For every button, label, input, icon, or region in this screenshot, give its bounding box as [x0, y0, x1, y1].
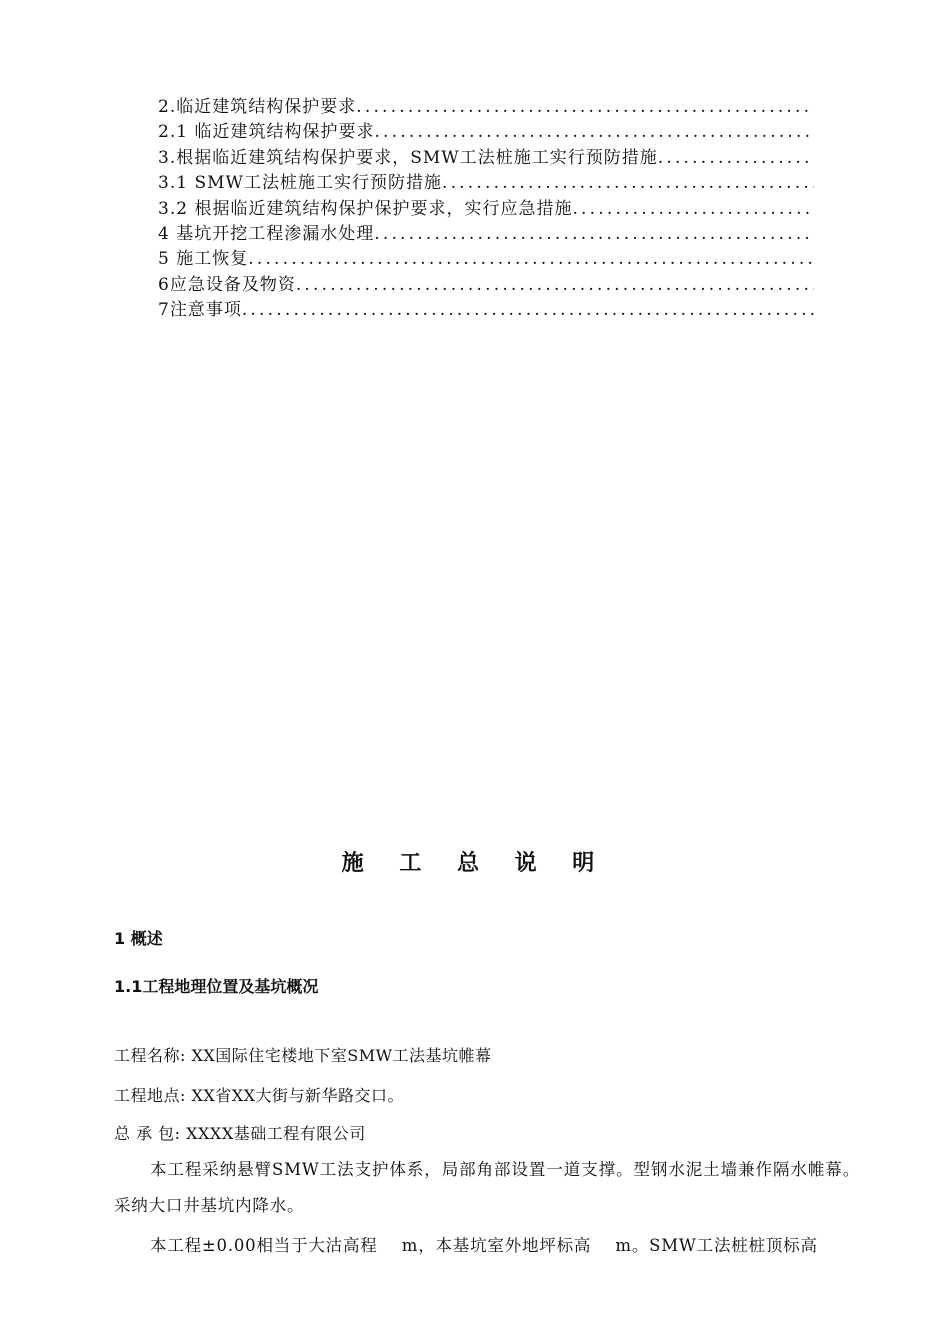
toc-entry[interactable]: [158, 219, 814, 244]
project-location-line: 工程地点: XX省XX大街与新华路交口。: [114, 1086, 405, 1105]
toc-entry-label: 3.根据临近建筑结构保护要求，SMW工法桩施工实行预防措施: [158, 147, 658, 168]
body-paragraph: 本工程±0.00相当于大沽高程 m，本基坑室外地坪标高 m。SMW工法桩桩顶标高: [150, 1236, 818, 1255]
toc-entry[interactable]: [158, 244, 814, 269]
body-paragraph: 本工程采纳悬臂SMW工法支护体系，局部角部设置一道支撑。型钢水泥土墙兼作隔水帷幕。采纳大口井基坑内降水。: [114, 1160, 860, 1215]
toc-leader-dots: [374, 122, 814, 142]
table-of-contents: [158, 92, 814, 321]
document-title: 施 工 总 说 明: [341, 851, 609, 876]
toc-entry-label: 3.2 根据临近建筑结构保护保护要求，实行应急措施: [158, 198, 573, 219]
project-name-line: 工程名称: XX国际住宅楼地下室SMW工法基坑帷幕: [114, 1046, 492, 1065]
toc-leader-dots: [442, 173, 814, 193]
toc-entry-label: 7注意事项: [158, 300, 242, 321]
toc-entry-label: 4 基坑开挖工程渗漏水处理: [158, 223, 375, 244]
toc-entry[interactable]: [158, 295, 814, 320]
toc-leader-dots: [356, 97, 814, 117]
toc-leader-dots: [248, 249, 814, 269]
toc-leader-dots: [296, 275, 814, 295]
toc-leader-dots: [374, 224, 814, 244]
toc-entry[interactable]: [158, 117, 814, 142]
toc-entry[interactable]: [158, 168, 814, 193]
toc-entry[interactable]: [158, 143, 814, 168]
toc-leader-dots: [572, 199, 814, 219]
toc-entry-label: 2.1 临近建筑结构保护要求: [158, 122, 375, 143]
toc-entry[interactable]: [158, 92, 814, 117]
section-heading-overview: 1 概述: [114, 929, 163, 948]
toc-leader-dots: [242, 300, 814, 320]
toc-entry[interactable]: [158, 270, 814, 295]
toc-entry-label: 5 施工恢复: [158, 249, 249, 270]
toc-entry-label: 2.临近建筑结构保护要求: [158, 97, 357, 117]
toc-entry[interactable]: [158, 194, 814, 219]
contractor-line: 总 承 包: XXXX基础工程有限公司: [114, 1124, 366, 1143]
toc-entry-label: 6应急设备及物资: [158, 274, 296, 295]
subsection-heading-location: 1.1工程地理位置及基坑概况: [114, 977, 319, 996]
toc-entry-label: 3.1 SMW工法桩施工实行预防措施: [158, 173, 442, 194]
toc-leader-dots: [658, 148, 814, 168]
